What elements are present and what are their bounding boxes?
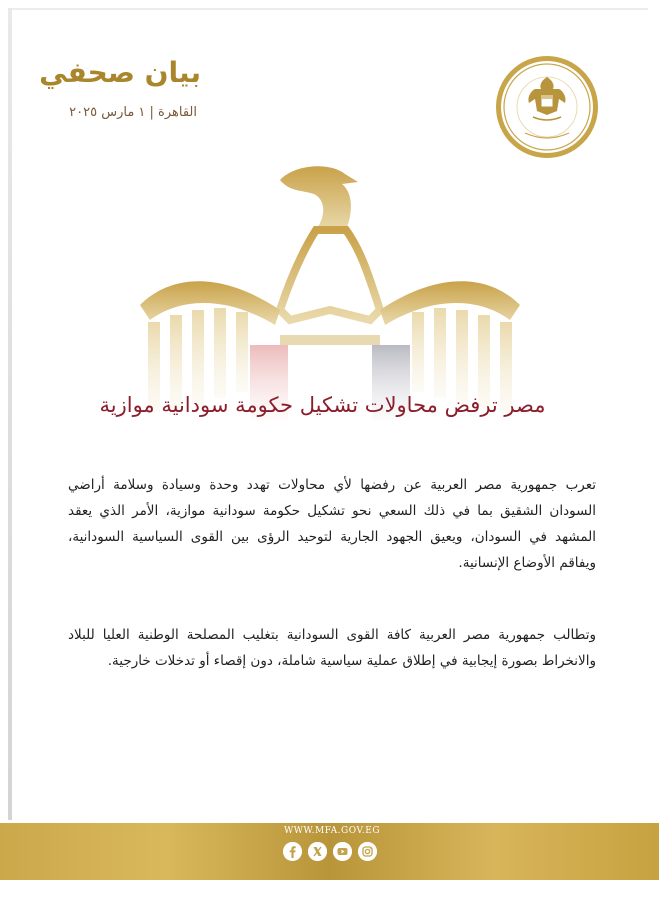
- frame-left-border: [8, 8, 12, 820]
- instagram-icon[interactable]: [358, 842, 377, 861]
- dateline: القاهرة | ١ مارس ٢٠٢٥: [69, 105, 197, 120]
- eagle-watermark: [130, 160, 530, 420]
- footer-website-url[interactable]: WWW.MFA.GOV.EG: [283, 826, 381, 836]
- body-paragraph-2: وتطالب جمهورية مصر العربية كافة القوى السودانية بتغليب المصلحة الوطنية العليا للبلاد والانخراط بصورة إيجابية في إطلاق عملية سياسية شاملة، دون إقصاء أو تدخلات خارجية.: [68, 627, 596, 669]
- headline: مصر ترفض محاولات تشكيل حكومة سودانية موازية: [99, 393, 546, 417]
- bottom-margin: [0, 880, 659, 900]
- facebook-icon[interactable]: [283, 842, 302, 861]
- youtube-icon[interactable]: [333, 842, 352, 861]
- ministry-seal-logo: [495, 55, 599, 159]
- page-title: بيان صحفي: [39, 56, 201, 89]
- x-icon[interactable]: [308, 842, 327, 861]
- body-paragraph-1: تعرب جمهورية مصر العربية عن رفضها لأي محاولات تهدد وحدة وسيادة وسلامة أراضي السودان الشقيق بما في ذلك السعي نحو تشكيل حكومة سودانية موازية، الأمر الذي يعقد المشهد في السودان، ويعيق الجهود الجارية لتوحيد الرؤى بين القوى السياسية السودانية، ويفاقم الأوضاع الإنسانية.: [68, 477, 596, 571]
- frame-top-border: [8, 8, 648, 10]
